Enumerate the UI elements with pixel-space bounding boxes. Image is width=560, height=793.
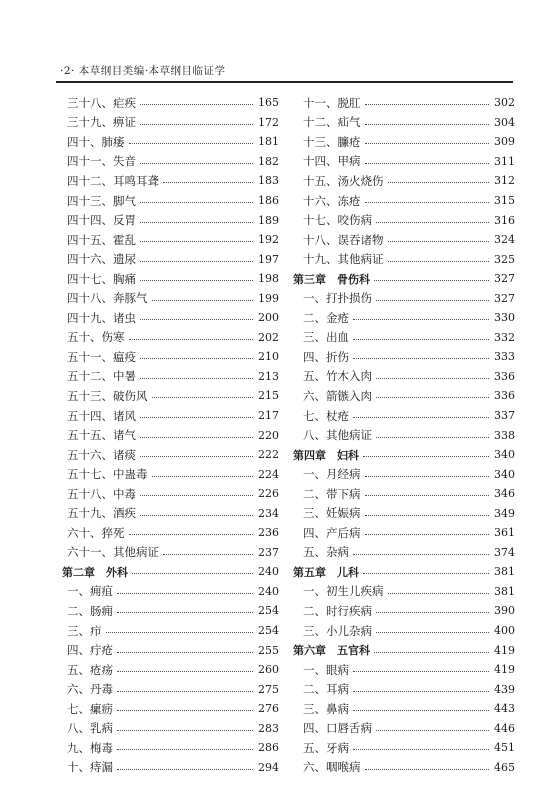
toc-entry-label: 五、疮疡 [67,662,113,677]
toc-entry [67,621,279,641]
toc-leader-dots [117,768,253,770]
toc-entry-label: 六、丹毒 [67,682,113,697]
toc-page-number: 400 [494,624,515,638]
toc-entry [298,93,515,113]
toc-entry-label: 十六、冻疮 [303,193,361,208]
toc-entry [67,719,279,739]
toc-page-number: 304 [494,115,515,129]
toc-entry-label: 第四章 妇科 [293,448,359,462]
toc-entry [298,386,515,406]
toc-entry [67,503,279,523]
toc-page-number: 165 [258,96,279,110]
toc-chapter-heading [293,445,515,465]
toc-chapter-heading [293,269,515,289]
toc-leader-dots [365,103,490,105]
toc-entry [67,699,279,719]
toc-leader-dots [140,357,253,359]
toc-entry [298,406,515,426]
toc-leader-dots [140,221,253,223]
toc-entry-label: 七、杖疮 [303,408,349,423]
toc-left-column [62,93,279,777]
toc-entry [298,719,515,739]
toc-entry-label: 二、金疮 [303,310,349,325]
toc-page-number: 199 [258,291,279,305]
toc-leader-dots [140,318,253,320]
toc-page-number: 419 [494,643,515,657]
toc-entry-label: 四、疔疮 [67,643,113,658]
toc-entry [298,288,515,308]
toc-page-number: 192 [258,233,279,247]
toc-leader-dots [140,123,253,125]
toc-leader-dots [140,436,253,438]
toc-entry-label: 一、痈疽 [67,584,113,599]
toc-leader-dots [140,279,253,281]
toc-entry-label: 一、月经病 [303,467,361,482]
toc-page-number: 465 [494,760,515,774]
toc-page-number: 198 [258,272,279,286]
toc-entry-label: 八、乳病 [67,721,113,736]
toc-leader-dots [140,455,253,457]
toc-entry-label: 十七、咬伤病 [303,213,372,228]
toc-right-column [293,93,515,777]
toc-entry-label: 五十九、酒疾 [67,506,136,521]
toc-page-number: 197 [258,252,279,266]
toc-page-number: 210 [258,350,279,364]
toc-leader-dots [117,651,253,653]
toc-entry-label: 三、出血 [303,330,349,345]
toc-entry [298,249,515,269]
toc-page-number: 220 [258,428,279,442]
toc-leader-dots [353,690,489,692]
toc-entry-label: 五十一、瘟疫 [67,349,136,364]
toc-entry [67,484,279,504]
toc-page-number: 236 [258,526,279,540]
toc-page-number: 255 [258,643,279,657]
toc-entry [298,132,515,152]
toc-leader-dots [376,436,489,438]
toc-leader-dots [376,631,489,633]
toc-entry-label: 四十四、反胃 [67,213,136,228]
toc-entry [298,484,515,504]
toc-leader-dots [374,651,489,653]
toc-entry [298,699,515,719]
toc-page-number: 332 [494,330,515,344]
toc-leader-dots [353,338,489,340]
toc-entry-label: 五、牙病 [303,740,349,755]
toc-entry-label: 五十二、中暑 [67,369,136,384]
toc-entry-label: 十三、臁疮 [303,134,361,149]
toc-entry-label: 五、竹木入肉 [303,369,372,384]
toc-leader-dots [376,377,489,379]
toc-entry [298,503,515,523]
toc-entry [298,191,515,211]
toc-page-number: 254 [258,624,279,638]
toc-chapter-heading [62,562,279,582]
toc-page-number: 286 [258,741,279,755]
toc-entry [67,386,279,406]
toc-entry [298,621,515,641]
toc-entry-label: 第三章 骨伤科 [293,272,370,286]
toc-page-number: 311 [494,154,515,168]
toc-page-number: 186 [258,194,279,207]
toc-page-number: 330 [494,311,515,325]
toc-entry [298,210,515,230]
toc-entry [67,113,279,133]
toc-page-number: 327 [494,272,515,286]
toc-leader-dots [117,670,253,672]
toc-page-number: 340 [494,448,515,462]
toc-page-number: 338 [494,428,515,442]
toc-leader-dots [140,377,253,379]
toc-page-number: 381 [494,565,515,579]
toc-entry-label: 八、其他病证 [303,428,372,443]
toc-entry-label: 五十七、中蛊毒 [67,467,148,482]
toc-leader-dots [353,416,489,418]
toc-entry-label: 六十一、其他病证 [67,545,159,560]
toc-entry [67,328,279,348]
toc-entry [298,347,515,367]
toc-entry [298,543,515,563]
toc-entry [298,328,515,348]
toc-page-number: 312 [494,174,515,188]
toc-page-number: 336 [494,369,515,383]
toc-entry-label: 二、带下病 [303,486,361,501]
toc-page-number: 336 [494,389,515,403]
toc-entry-label: 第六章 五官科 [293,644,370,658]
toc-entry-label: 六、咽喉病 [303,760,361,775]
toc-entry-label: 五十、伤寒 [67,330,125,345]
toc-entry [67,406,279,426]
toc-entry [67,288,279,308]
toc-leader-dots [117,709,253,711]
toc-leader-dots [388,592,490,594]
toc-page-number: 224 [258,467,279,481]
toc-entry-label: 十八、误吞诸物 [303,232,384,247]
toc-leader-dots [365,475,490,477]
toc-entry-label: 六十、猝死 [67,525,125,540]
toc-page-number: 202 [258,330,279,344]
toc-entry [67,152,279,172]
toc-entry-label: 五十六、诸痰 [67,447,136,462]
toc-leader-dots [353,709,489,711]
toc-page-number: 361 [494,526,515,540]
toc-entry-label: 七、瘰疬 [67,701,113,716]
toc-page-number: 240 [258,565,279,579]
toc-page-number: 302 [494,96,515,110]
toc-entry [67,640,279,660]
toc-entry [67,679,279,699]
toc-page-number: 346 [494,487,515,501]
toc-leader-dots [117,690,253,692]
toc-entry [298,425,515,445]
toc-leader-dots [152,299,254,301]
toc-page-number: 217 [258,409,279,423]
toc-entry [298,230,515,250]
toc-entry-label: 一、打扑损伤 [303,291,372,306]
toc-entry [67,308,279,328]
toc-leader-dots [129,142,254,144]
toc-leader-dots [163,181,253,183]
toc-leader-dots [140,514,253,516]
toc-entry [67,425,279,445]
toc-leader-dots [129,338,254,340]
toc-entry-label: 十、痔漏 [67,760,113,775]
toc-leader-dots [129,533,254,535]
toc-leader-dots [363,572,489,574]
toc-entry [298,679,515,699]
toc-leader-dots [117,592,253,594]
toc-entry-label: 十二、疝气 [303,115,361,130]
toc-leader-dots [388,260,490,262]
toc-leader-dots [365,123,490,125]
toc-entry [67,132,279,152]
toc-page-number: 200 [258,311,279,325]
toc-chapter-heading [293,562,515,582]
toc-entry-label: 六、箭镞入肉 [303,388,372,403]
toc-leader-dots [376,396,489,398]
toc-page-number: 183 [258,174,279,188]
toc-leader-dots [117,748,253,750]
toc-leader-dots [365,201,490,203]
toc-page-number: 237 [258,545,279,559]
toc-entry [298,601,515,621]
toc-entry [67,191,279,211]
toc-entry [67,464,279,484]
toc-leader-dots [140,240,253,242]
toc-page-number: 226 [258,487,279,501]
toc-entry [67,738,279,758]
toc-leader-dots [353,748,489,750]
toc-page-number: 446 [494,721,515,735]
toc-entry [67,347,279,367]
toc-entry-label: 四、折伤 [303,349,349,364]
toc-entry [67,445,279,465]
toc-entry-label: 四十七、胸痛 [67,271,136,286]
toc-chapter-heading [293,640,515,660]
toc-page-number: 275 [258,682,279,696]
toc-entry-label: 三、妊娠病 [303,506,361,521]
toc-entry-label: 四十三、脚气 [67,193,136,208]
toc-entry [298,582,515,602]
toc-page-number: 337 [494,409,515,423]
toc-leader-dots [117,611,253,613]
toc-page-number: 215 [258,389,279,403]
toc-leader-dots [353,318,489,320]
toc-entry [67,582,279,602]
toc-leader-dots [140,416,253,418]
toc-page-number: 349 [494,506,515,520]
toc-entry [67,210,279,230]
toc-entry-label: 五十四、诸风 [67,408,136,423]
toc-leader-dots [152,396,254,398]
toc-leader-dots [388,240,490,242]
toc-leader-dots [363,455,489,457]
toc-entry [67,660,279,680]
toc-page-number: 189 [258,213,279,227]
toc-entry-label: 十四、甲病 [303,154,361,169]
toc-leader-dots [140,260,253,262]
toc-entry-label: 一、眼病 [303,662,349,677]
toc-entry [298,660,515,680]
toc-page-number: 222 [258,448,279,462]
toc-page-number: 234 [258,506,279,520]
toc-entry-label: 四、口唇舌病 [303,721,372,736]
toc-leader-dots [376,221,489,223]
toc-entry [298,758,515,778]
toc-entry [67,367,279,387]
toc-entry-label: 三、疖 [67,623,102,638]
toc-entry-label: 第五章 儿科 [293,565,359,579]
toc-leader-dots [140,162,253,164]
toc-leader-dots [353,357,489,359]
toc-leader-dots [374,279,489,281]
toc-page-number: 443 [494,702,515,716]
toc-page-number: 181 [258,135,279,149]
toc-page-number: 316 [494,213,515,227]
toc-entry-label: 二、时行疾病 [303,603,372,618]
toc-leader-dots [365,768,490,770]
toc-entry [298,113,515,133]
toc-entry [67,269,279,289]
running-header: ·2· 本草纲目类编·本草纲目临证学 [60,65,226,77]
toc-page-number: 324 [494,233,515,247]
toc-leader-dots [376,611,489,613]
toc-page-number: 340 [494,467,515,481]
toc-page-number: 213 [258,369,279,383]
toc-page-number: 333 [494,350,515,364]
toc-entry-label: 五十五、诸气 [67,428,136,443]
toc-page-number: 381 [494,584,515,598]
toc-leader-dots [353,553,489,555]
toc-entry-label: 三、小儿杂病 [303,623,372,638]
toc-entry-label: 三十八、疟疾 [67,95,136,110]
toc-entry-label: 十九、其他病证 [303,252,384,267]
toc-entry-label: 四十九、诸虫 [67,310,136,325]
toc-page-number: 240 [258,584,279,598]
toc-leader-dots [140,494,253,496]
toc-page-number: 390 [494,604,515,618]
toc-page-number: 451 [494,741,515,755]
toc-entry-label: 三十九、痹证 [67,115,136,130]
toc-page-number: 439 [494,682,515,696]
toc-entry [298,464,515,484]
toc-leader-dots [365,142,490,144]
toc-entry-label: 四十六、遗尿 [67,252,136,267]
header-rule [56,81,513,83]
toc-entry-label: 四十八、奔豚气 [67,291,148,306]
toc-page-number: 325 [494,252,515,266]
toc-leader-dots [376,729,489,731]
toc-entry [67,249,279,269]
toc-page-number: 254 [258,604,279,618]
toc-page-number: 327 [494,291,515,305]
toc-entry-label: 九、梅毒 [67,740,113,755]
toc-page-number: 260 [258,663,279,677]
toc-page-number: 374 [494,545,515,559]
toc-entry [67,230,279,250]
toc-leader-dots [365,162,490,164]
toc-entry-label: 二、耳病 [303,682,349,697]
toc-entry [67,171,279,191]
toc-entry [298,523,515,543]
toc-leader-dots [365,494,490,496]
toc-entry [67,523,279,543]
toc-entry [298,171,515,191]
toc-page-number: 315 [494,194,515,207]
toc-page-number: 309 [494,135,515,149]
toc-entry-label: 十一、脱肛 [303,95,361,110]
toc-page-number: 182 [258,154,279,168]
toc-entry-label: 四、产后病 [303,525,361,540]
toc-entry [67,543,279,563]
toc-leader-dots [353,670,489,672]
toc-entry-label: 五、杂病 [303,545,349,560]
toc-entry-label: 一、初生儿疾病 [303,584,384,599]
toc-page-number: 172 [258,115,279,129]
toc-entry-label: 四十一、失音 [67,154,136,169]
toc-entry [298,152,515,172]
toc-entry [298,308,515,328]
toc-entry-label: 四十五、霍乱 [67,232,136,247]
toc-leader-dots [132,572,253,574]
toc-page-number: 294 [258,760,279,774]
toc-leader-dots [365,514,490,516]
toc-leader-dots [365,533,490,535]
toc-leader-dots [388,181,490,183]
toc-entry-label: 二、肠痈 [67,603,113,618]
toc-leader-dots [163,553,253,555]
toc-leader-dots [106,631,254,633]
toc-entry [67,601,279,621]
toc-page-number: 419 [494,663,515,677]
toc-entry-label: 四十二、耳鸣耳聋 [67,173,159,188]
toc-entry [67,93,279,113]
toc-page-number: 283 [258,721,279,735]
toc-entry [67,758,279,778]
toc-entry-label: 十五、汤火烧伤 [303,173,384,188]
toc-entry-label: 第二章 外科 [62,565,128,579]
toc-entry [298,738,515,758]
toc-entry [298,367,515,387]
toc-leader-dots [140,201,253,203]
toc-entry-label: 五十八、中毒 [67,486,136,501]
toc-leader-dots [117,729,253,731]
toc-page-number: 276 [258,702,279,716]
toc-entry-label: 三、鼻病 [303,701,349,716]
toc-leader-dots [376,299,489,301]
toc-leader-dots [140,103,253,105]
toc-entry-label: 四十、肺痿 [67,134,125,149]
toc-leader-dots [152,475,254,477]
toc-entry-label: 五十三、破伤风 [67,388,148,403]
